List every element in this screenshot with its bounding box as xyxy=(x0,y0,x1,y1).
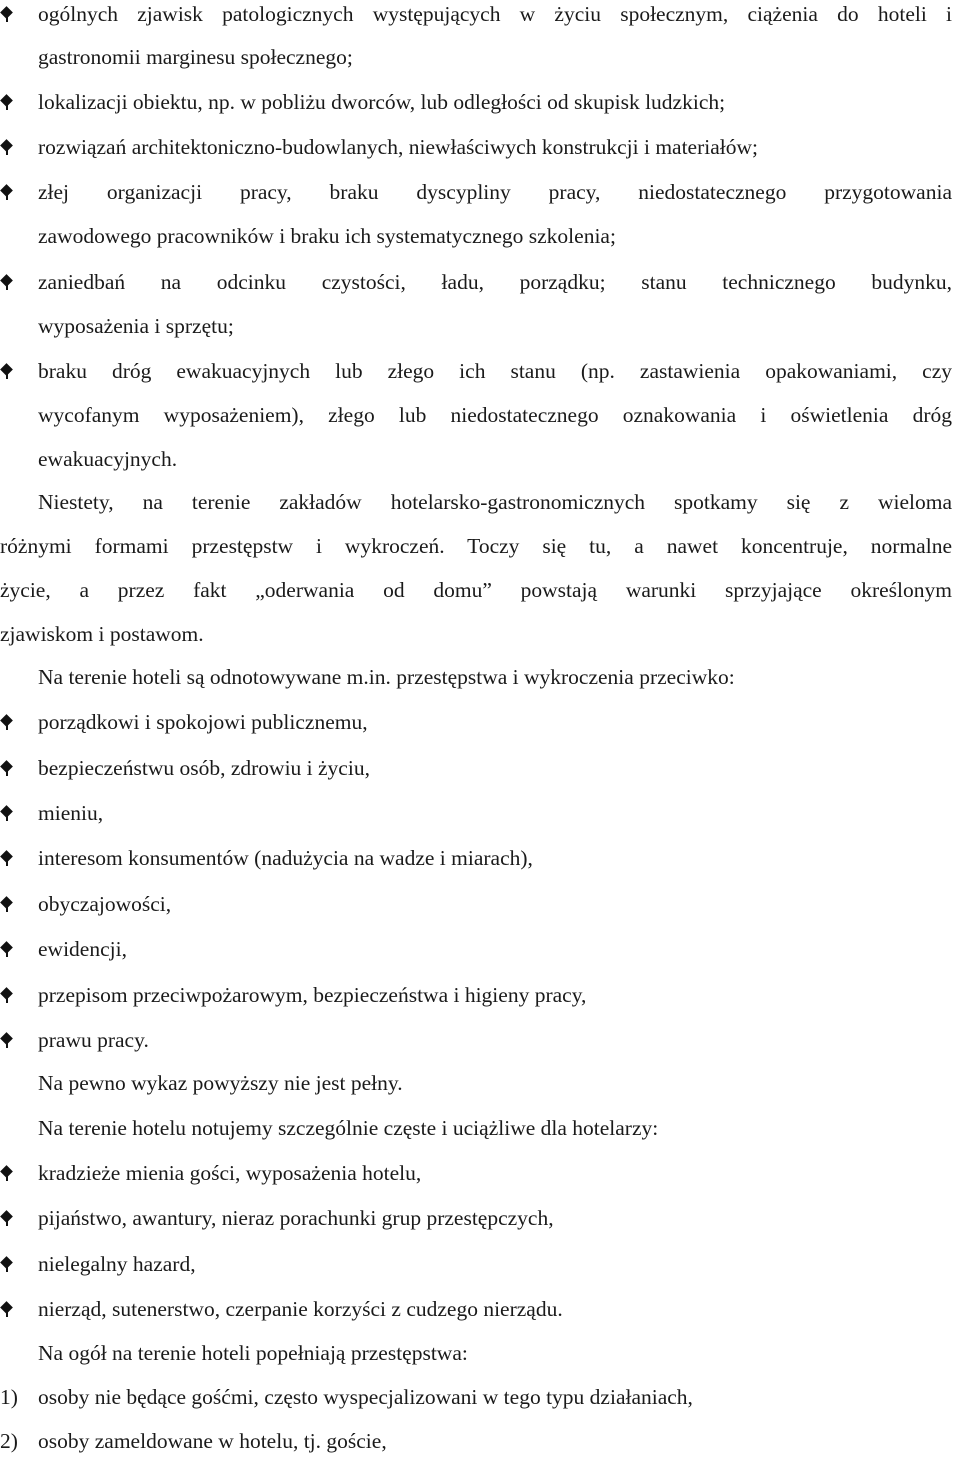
list-item xyxy=(0,260,956,304)
paragraph-text: Na pewno wykaz powyższy nie jest pełny. xyxy=(38,1071,403,1095)
paragraph-text: Na ogół na terenie hoteli popełniają przestępstwa: xyxy=(38,1341,468,1365)
list-item-text: złej organizacji pracy, braku dyscypliny pracy, niedostatecznego przygotowania xyxy=(38,180,952,204)
list-item-text: bezpieczeństwu osób, zdrowiu i życiu, xyxy=(38,756,370,780)
diamond-bullet-icon xyxy=(0,80,14,124)
diamond-bullet-icon xyxy=(0,125,14,169)
paragraph-line xyxy=(0,524,956,568)
diamond-bullet-icon xyxy=(0,170,14,214)
list-item-continuation xyxy=(0,214,956,258)
paragraph-line xyxy=(0,1106,956,1150)
list-item-text: osoby zameldowane w hotelu, tj. goście, xyxy=(38,1429,387,1453)
paragraph-text: różnymi formami przestępstw i wykroczeń. Toczy się tu, a nawet koncentruje, normalne xyxy=(0,534,952,558)
list-item-text: porządkowi i spokojowi publicznemu, xyxy=(38,710,368,734)
list-item-text: obyczajowości, xyxy=(38,892,172,916)
list-item xyxy=(0,700,956,744)
list-item xyxy=(0,927,956,971)
list-item xyxy=(0,1196,956,1240)
list-item xyxy=(0,973,956,1017)
diamond-bullet-icon xyxy=(0,260,14,304)
paragraph-text: życie, a przez fakt „oderwania od domu” powstają warunki sprzyjające określonym xyxy=(0,578,952,602)
list-number: 2) xyxy=(0,1429,18,1453)
list-item xyxy=(0,170,956,214)
diamond-bullet-icon xyxy=(0,882,14,926)
list-item-text: braku dróg ewakuacyjnych lub złego ich stanu (np. zastawienia opakowaniami, czy xyxy=(38,359,952,383)
list-item-text: kradzieże mienia gości, wyposażenia hotelu, xyxy=(38,1161,422,1185)
list-item-continuation xyxy=(0,437,956,481)
list-item-text: nierząd, sutenerstwo, czerpanie korzyści z cudzego nierządu. xyxy=(38,1297,563,1321)
list-item xyxy=(0,1242,956,1286)
list-item-text: ogólnych zjawisk patologicznych występujących w życiu społecznym, ciążenia do hoteli i xyxy=(38,2,952,26)
numbered-list-item xyxy=(0,1419,956,1463)
list-item-text: lokalizacji obiektu, np. w pobliżu dworców, lub odległości od skupisk ludzkich; xyxy=(38,90,726,114)
list-item-text: wycofanym wyposażeniem), złego lub niedostatecznego oznakowania i oświetlenia dróg xyxy=(38,403,952,427)
list-item xyxy=(0,349,956,393)
diamond-bullet-icon xyxy=(0,700,14,744)
list-item-text: zawodowego pracowników i braku ich systematycznego szkolenia; xyxy=(38,224,616,248)
list-item xyxy=(0,836,956,880)
paragraph-text: zjawiskom i postawom. xyxy=(0,622,204,646)
list-item-text: gastronomii marginesu społecznego; xyxy=(38,45,353,69)
diamond-bullet-icon xyxy=(0,927,14,971)
list-item xyxy=(0,791,956,835)
diamond-bullet-icon xyxy=(0,0,14,36)
list-item-text: nielegalny hazard, xyxy=(38,1252,196,1276)
diamond-bullet-icon xyxy=(0,746,14,790)
paragraph-line xyxy=(0,568,956,612)
diamond-bullet-icon xyxy=(0,973,14,1017)
list-item-continuation xyxy=(0,304,956,348)
list-item-continuation xyxy=(0,393,956,437)
paragraph-text: Na terenie hoteli są odnotowywane m.in. przestępstwa i wykroczenia przeciwko: xyxy=(38,665,735,689)
list-item xyxy=(0,1018,956,1062)
paragraph-text: Na terenie hotelu notujemy szczególnie częste i uciążliwe dla hotelarzy: xyxy=(38,1116,659,1140)
paragraph-line xyxy=(0,612,956,656)
diamond-bullet-icon xyxy=(0,1287,14,1331)
list-item xyxy=(0,125,956,169)
list-item-text: ewakuacyjnych. xyxy=(38,447,178,471)
list-item-text: zaniedbań na odcinku czystości, ładu, porządku; stanu technicznego budynku, xyxy=(38,270,952,294)
list-item-text: prawu pracy. xyxy=(38,1028,149,1052)
list-item-text: pijaństwo, awantury, nieraz porachunki grup przestępczych, xyxy=(38,1206,554,1230)
list-item-text: ewidencji, xyxy=(38,937,127,961)
paragraph-line xyxy=(0,1061,956,1105)
diamond-bullet-icon xyxy=(0,836,14,880)
list-item-text: interesom konsumentów (nadużycia na wadze i miarach), xyxy=(38,846,533,870)
paragraph-line xyxy=(0,1331,956,1375)
paragraph-line xyxy=(0,655,956,699)
diamond-bullet-icon xyxy=(0,1151,14,1195)
list-item xyxy=(0,1287,956,1331)
list-item-text: mieniu, xyxy=(38,801,104,825)
list-item xyxy=(0,882,956,926)
diamond-bullet-icon xyxy=(0,1196,14,1240)
paragraph-text: Niestety, na terenie zakładów hotelarsko-gastronomicznych spotkamy się z wieloma xyxy=(38,490,952,514)
list-item-text: przepisom przeciwpożarowym, bezpieczeństwa i higieny pracy, xyxy=(38,983,587,1007)
diamond-bullet-icon xyxy=(0,1018,14,1062)
list-item-continuation xyxy=(0,35,956,79)
list-item xyxy=(0,746,956,790)
list-item xyxy=(0,0,956,36)
diamond-bullet-icon xyxy=(0,791,14,835)
list-item-text: rozwiązań architektoniczno-budowlanych, niewłaściwych konstrukcji i materiałów; xyxy=(38,135,758,159)
paragraph-line xyxy=(0,480,956,524)
list-item-text: osoby nie będące gośćmi, często wyspecjalizowani w tego typu działaniach, xyxy=(38,1385,693,1409)
numbered-list-item xyxy=(0,1375,956,1419)
list-item xyxy=(0,80,956,124)
list-number: 1) xyxy=(0,1385,18,1409)
diamond-bullet-icon xyxy=(0,1242,14,1286)
list-item xyxy=(0,1151,956,1195)
diamond-bullet-icon xyxy=(0,349,14,393)
list-item-text: wyposażenia i sprzętu; xyxy=(38,314,234,338)
